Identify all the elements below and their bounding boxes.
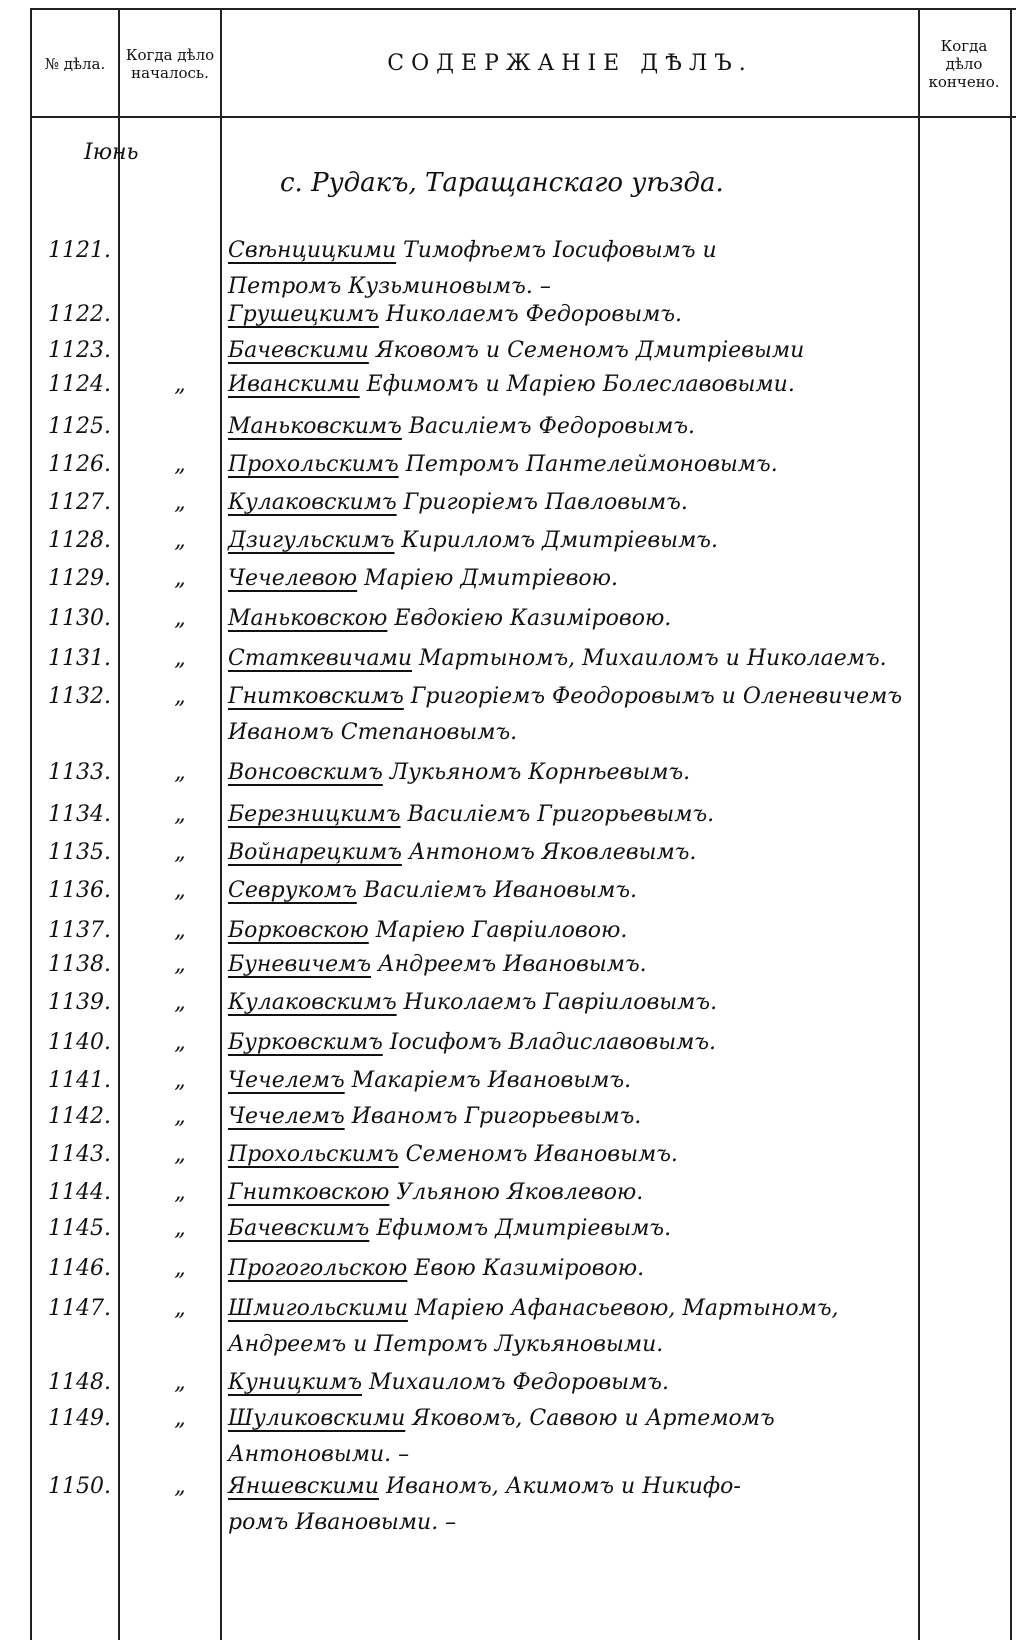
case-content (228, 490, 688, 515)
case-content (228, 372, 795, 397)
start-mark: „ (174, 528, 186, 553)
case-content (228, 918, 627, 943)
case-number: 1146. (48, 1256, 111, 1281)
surname: Борковскою (228, 918, 369, 943)
case-number: 1133. (48, 760, 111, 785)
start-mark: „ (174, 1370, 186, 1395)
case-number: 1148. (48, 1370, 111, 1395)
surname: Березницкимъ (228, 802, 401, 827)
case-content (228, 1180, 643, 1205)
case-number: 1140. (48, 1030, 111, 1055)
case-number: 1131. (48, 646, 111, 671)
surname: Вонсовскимъ (228, 760, 383, 785)
start-mark: „ (174, 566, 186, 591)
rule-before-end (918, 8, 920, 1640)
case-number: 1128. (48, 528, 111, 553)
start-mark: „ (174, 1030, 186, 1055)
case-content (228, 238, 717, 263)
case-number: 1142. (48, 1104, 111, 1129)
case-number: 1150. (48, 1474, 111, 1499)
case-content-continued: Петромъ Кузьминовымъ. – (228, 274, 551, 299)
case-content (228, 840, 696, 865)
case-number: 1135. (48, 840, 111, 865)
given-names: Мартыномъ, Михаиломъ и Николаемъ. (412, 646, 887, 671)
case-content (228, 1030, 716, 1055)
case-content (228, 414, 695, 439)
given-names: Ульяною Яковлевою. (389, 1180, 644, 1205)
case-content (228, 1142, 678, 1167)
left-border (30, 8, 32, 1640)
given-names: Антономъ Яковлевымъ. (401, 840, 697, 865)
surname: Бачевскими (228, 338, 369, 363)
surname: Гнитковскою (228, 1180, 390, 1205)
given-names: Семеномъ Ивановымъ. (398, 1142, 678, 1167)
right-border (1010, 8, 1012, 1640)
given-names: Евою Казиміровою. (407, 1256, 645, 1281)
start-mark: „ (174, 1216, 186, 1241)
given-names: Яковомъ, Саввою и Артемомъ (405, 1406, 775, 1431)
given-names: Лукьяномъ Корнѣевымъ. (382, 760, 691, 785)
case-number: 1145. (48, 1216, 111, 1241)
given-names: Григоріемъ Феодоровымъ и Оленевичемъ (403, 684, 903, 709)
start-mark: „ (174, 490, 186, 515)
surname: Свѣнцицкими (228, 238, 397, 263)
case-number: 1144. (48, 1180, 111, 1205)
given-names: Иваномъ Григорьевымъ. (344, 1104, 642, 1129)
case-number: 1122. (48, 302, 111, 327)
start-mark: „ (174, 1104, 186, 1129)
given-names: Маріею Гавріиловою. (368, 918, 628, 943)
case-number: 1136. (48, 878, 111, 903)
header-content: СОДЕРЖАНІЕ ДѢЛЪ. (387, 51, 753, 76)
start-mark: „ (174, 1474, 186, 1499)
case-number: 1139. (48, 990, 111, 1015)
given-names: Ефимомъ Дмитріевымъ. (369, 1216, 672, 1241)
header-no: № дѣла. (44, 55, 106, 73)
surname: Прогогольскою (228, 1256, 408, 1281)
surname: Шмигольскими (228, 1296, 408, 1321)
header-end: Когда дѣло кончено. (928, 37, 1000, 91)
case-number: 1123. (48, 338, 111, 363)
start-mark: „ (174, 802, 186, 827)
surname: Шуликовскими (228, 1406, 406, 1431)
case-number: 1127. (48, 490, 111, 515)
surname: Бачевскимъ (228, 1216, 370, 1241)
case-number: 1137. (48, 918, 111, 943)
surname: Чечелемъ (228, 1104, 345, 1129)
surname: Маньковскимъ (228, 414, 402, 439)
surname: Кулаковскимъ (228, 490, 397, 515)
given-names: Іосифомъ Владиславовымъ. (382, 1030, 717, 1055)
case-content (228, 1296, 839, 1321)
case-number: 1143. (48, 1142, 111, 1167)
case-content (228, 1104, 641, 1129)
case-number: 1126. (48, 452, 111, 477)
given-names: Николаемъ Федоровымъ. (378, 302, 683, 327)
header-start: Когда дѣло началось. (125, 46, 215, 82)
case-number: 1132. (48, 684, 111, 709)
case-content (228, 760, 690, 785)
case-content (228, 452, 778, 477)
given-names: Василіемъ Ивановымъ. (356, 878, 637, 903)
case-content (228, 566, 618, 591)
surname: Маньковскою (228, 606, 388, 631)
case-content (228, 1370, 669, 1395)
case-content (228, 606, 671, 631)
surname: Яншевскими (228, 1474, 379, 1499)
case-content-continued: Иваномъ Степановымъ. (228, 720, 518, 745)
start-mark: „ (174, 840, 186, 865)
given-names: Петромъ Пантелеймоновымъ. (398, 452, 778, 477)
surname: Прохольскимъ (228, 1142, 399, 1167)
surname: Грушецкимъ (228, 302, 379, 327)
given-names: Василіемъ Григорьевымъ. (400, 802, 715, 827)
given-names: Григоріемъ Павловымъ. (396, 490, 688, 515)
surname: Войнарецкимъ (228, 840, 402, 865)
case-content (228, 802, 714, 827)
given-names: Ефимомъ и Маріею Болеславовыми. (359, 372, 795, 397)
case-number: 1134. (48, 802, 111, 827)
month-label: Іюнь (84, 140, 139, 165)
given-names: Николаемъ Гавріиловымъ. (396, 990, 718, 1015)
surname: Буневичемъ (228, 952, 372, 977)
case-content-continued: Андреемъ и Петромъ Лукьяновыми. (228, 1332, 664, 1357)
case-content-continued: Антоновыми. – (228, 1442, 410, 1467)
surname: Гнитковскимъ (228, 684, 404, 709)
case-content-continued: ромъ Ивановыми. – (228, 1510, 457, 1535)
case-content (228, 990, 717, 1015)
start-mark: „ (174, 1406, 186, 1431)
case-number: 1124. (48, 372, 111, 397)
start-mark: „ (174, 1180, 186, 1205)
case-content (228, 1068, 631, 1093)
case-number: 1129. (48, 566, 111, 591)
start-mark: „ (174, 646, 186, 671)
given-names: Василіемъ Федоровымъ. (401, 414, 695, 439)
case-content (228, 952, 647, 977)
start-mark: „ (174, 952, 186, 977)
case-content (228, 1256, 644, 1281)
case-content (228, 302, 682, 327)
given-names: Тимофѣемъ Іосифовымъ и (396, 238, 717, 263)
given-names: Иваномъ, Акимомъ и Никифо- (378, 1474, 741, 1499)
surname: Севрукомъ (228, 878, 357, 903)
case-content (228, 1216, 671, 1241)
start-mark: „ (174, 1296, 186, 1321)
start-mark: „ (174, 372, 186, 397)
section-title: с. Рудакъ, Таращанскаго уѣзда. (280, 168, 724, 198)
start-mark: „ (174, 1142, 186, 1167)
surname: Прохольскимъ (228, 452, 399, 477)
surname: Чечелевою (228, 566, 358, 591)
case-content (228, 878, 637, 903)
case-number: 1147. (48, 1296, 111, 1321)
case-number: 1138. (48, 952, 111, 977)
top-rule (30, 8, 1016, 10)
start-mark: „ (174, 878, 186, 903)
given-names: Андреемъ Ивановымъ. (371, 952, 647, 977)
given-names: Яковомъ и Семеномъ Дмитріевыми (368, 338, 805, 363)
given-names: Макаріемъ Ивановымъ. (344, 1068, 632, 1093)
start-mark: „ (174, 452, 186, 477)
surname: Дзигульскимъ (228, 528, 395, 553)
surname: Бурковскимъ (228, 1030, 383, 1055)
case-number: 1141. (48, 1068, 111, 1093)
case-content (228, 684, 902, 709)
start-mark: „ (174, 990, 186, 1015)
start-mark: „ (174, 684, 186, 709)
given-names: Михаиломъ Федоровымъ. (362, 1370, 669, 1395)
case-content (228, 338, 804, 363)
header-rule (30, 116, 1016, 118)
case-number: 1121. (48, 238, 111, 263)
case-content (228, 528, 718, 553)
surname: Кулаковскимъ (228, 990, 397, 1015)
start-mark: „ (174, 606, 186, 631)
given-names: Евдокіею Казиміровою. (387, 606, 672, 631)
surname: Куницкимъ (228, 1370, 363, 1395)
case-number: 1125. (48, 414, 111, 439)
given-names: Маріею Афанасьевою, Мартыномъ, (407, 1296, 839, 1321)
case-content (228, 1406, 775, 1431)
surname: Статкевичами (228, 646, 413, 671)
case-number: 1149. (48, 1406, 111, 1431)
start-mark: „ (174, 1068, 186, 1093)
start-mark: „ (174, 760, 186, 785)
surname: Чечелемъ (228, 1068, 345, 1093)
case-content (228, 646, 887, 671)
case-number: 1130. (48, 606, 111, 631)
given-names: Кирилломъ Дмитріевымъ. (394, 528, 718, 553)
given-names: Маріею Дмитріевою. (357, 566, 619, 591)
surname: Иванскими (228, 372, 360, 397)
case-content (228, 1474, 741, 1499)
rule-after-start (220, 8, 222, 1640)
start-mark: „ (174, 918, 186, 943)
start-mark: „ (174, 1256, 186, 1281)
